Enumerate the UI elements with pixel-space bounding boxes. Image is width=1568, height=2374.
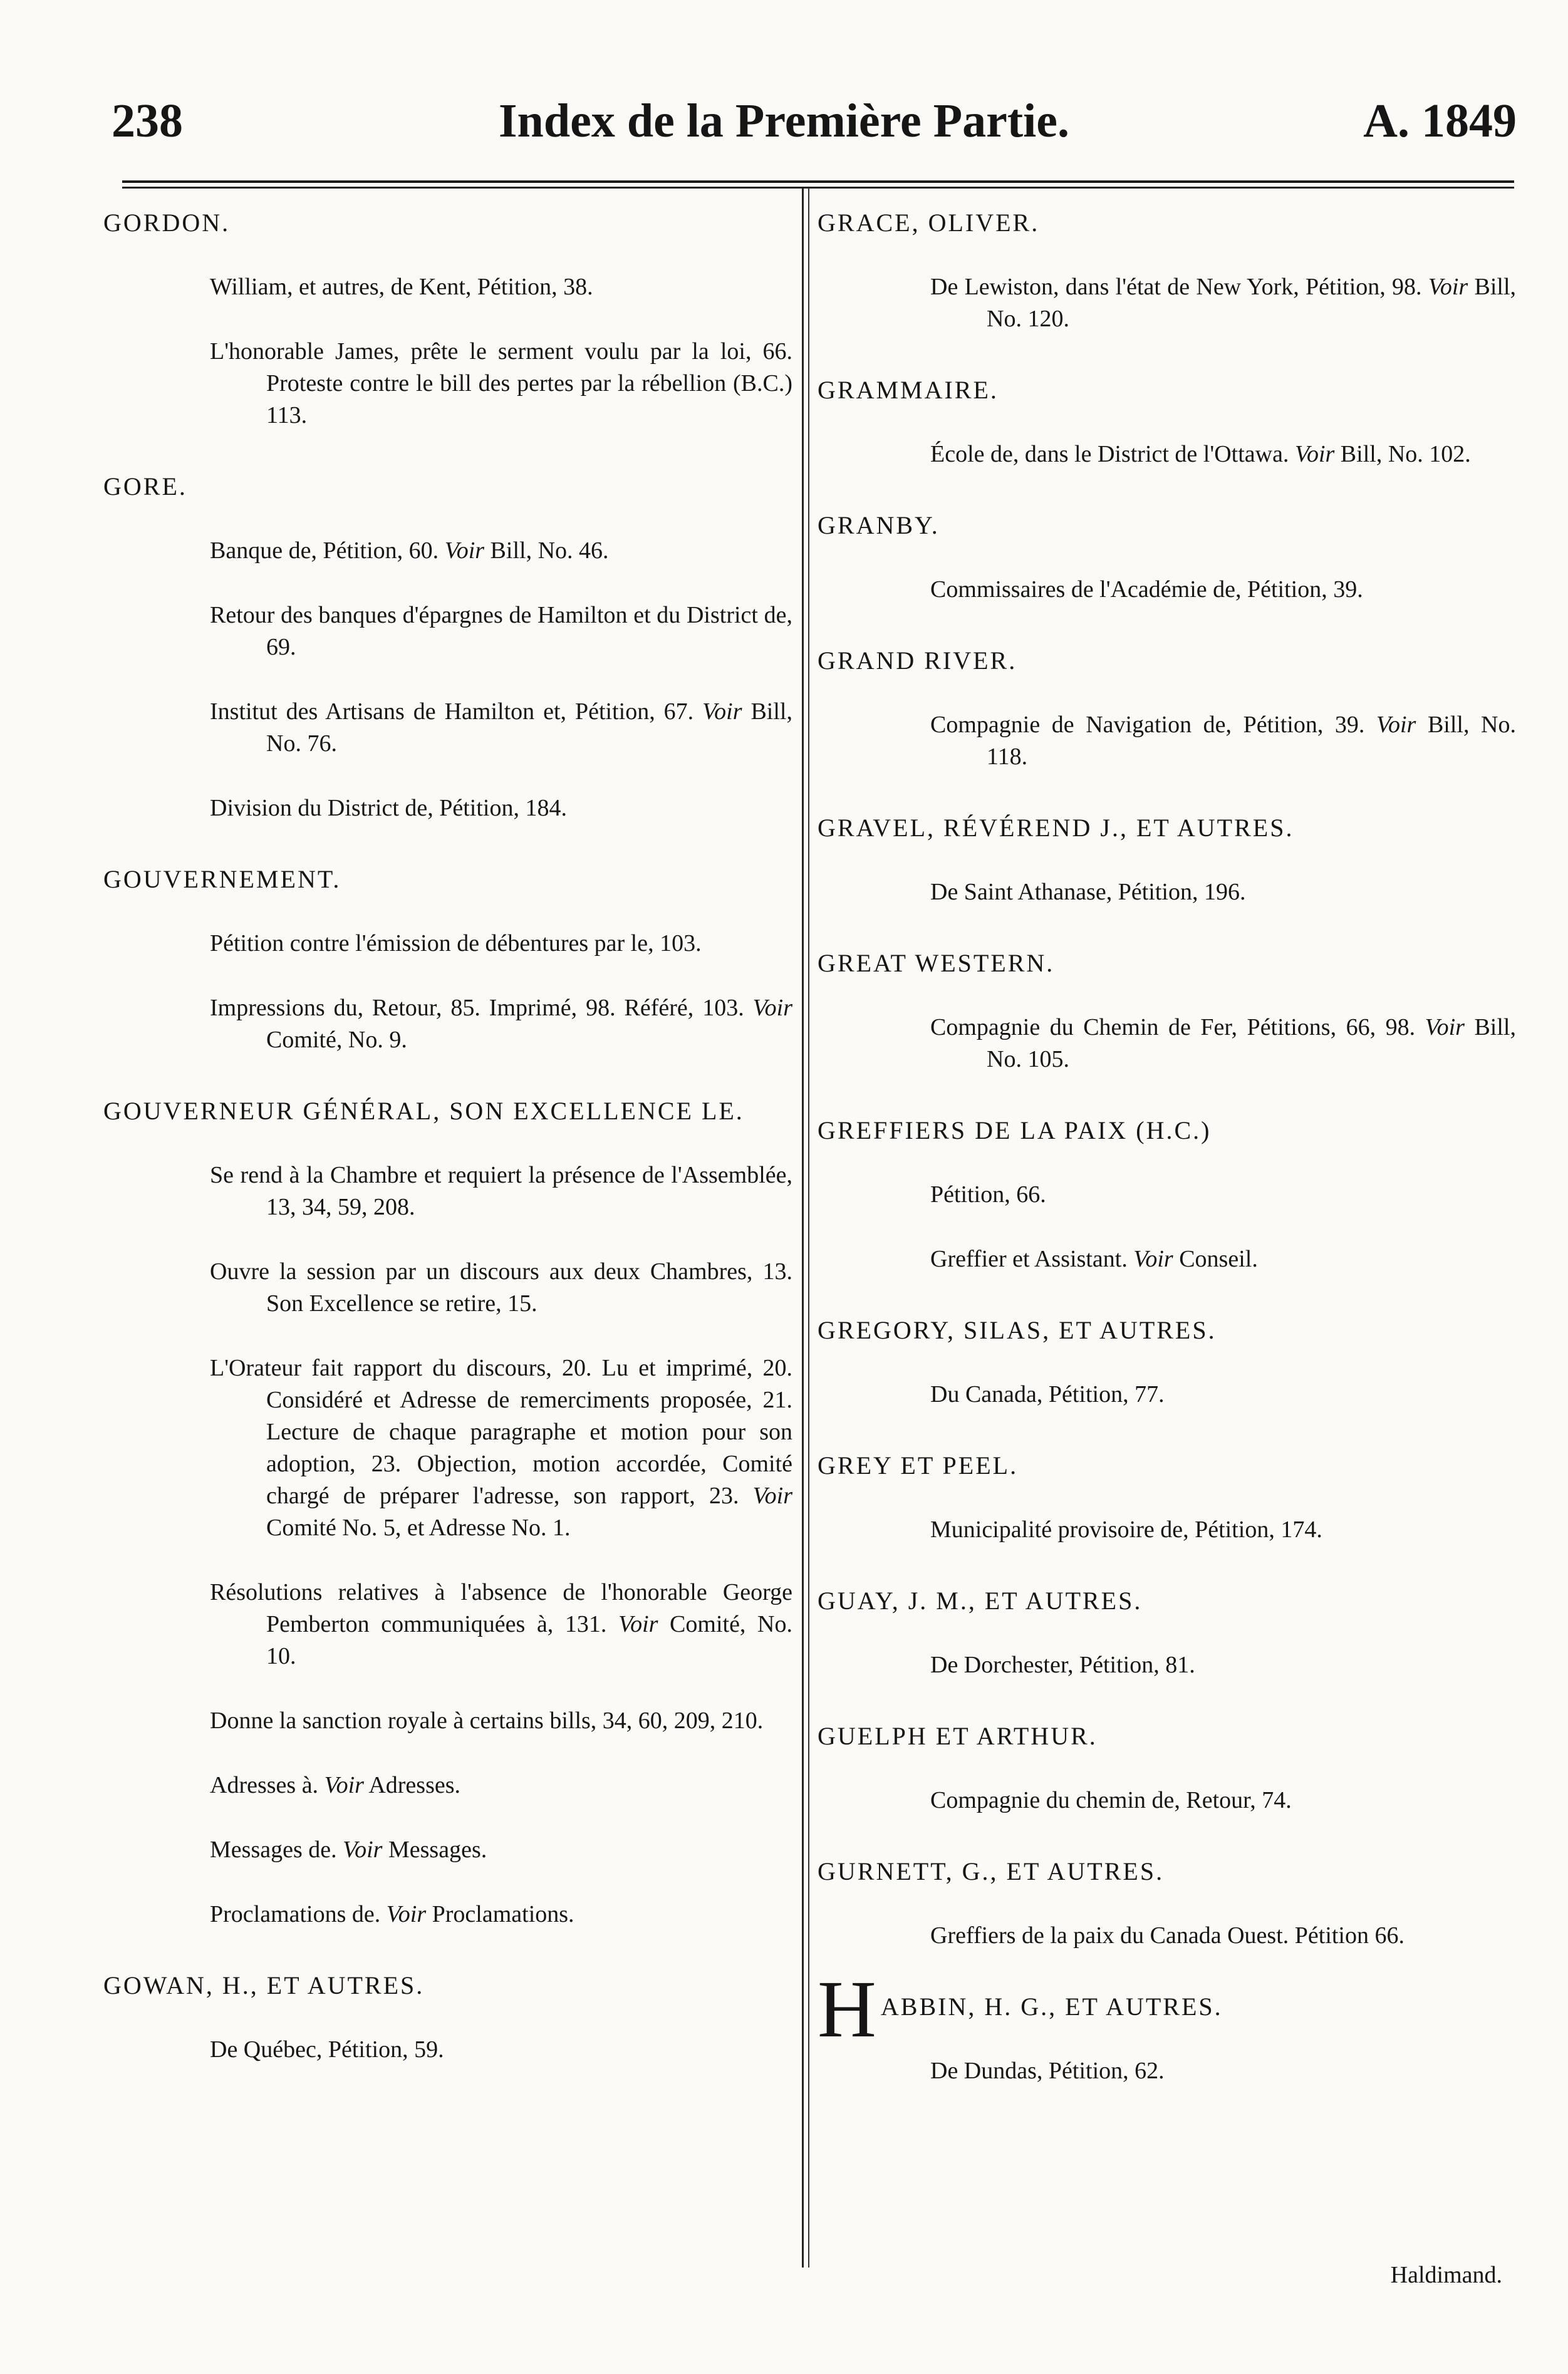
index-entry [103, 336, 792, 432]
spacer [103, 1866, 792, 1899]
spacer [103, 1320, 792, 1352]
entry-text: L'Orateur fait rapport du discours, 20. Lu et imprimé, 20. Considéré et Adresse de remerciments proposée, 21. Lecture de chaque paragraphe et motion pour son adoption, 23. Objection, motion accordée, Comité chargé de préparer l'adresse, son rapport, 23. [210, 1355, 792, 1509]
entry-text: Conseil. [1173, 1246, 1258, 1272]
spacer [818, 676, 1516, 709]
header-rule-bottom [122, 187, 1514, 189]
spacer [818, 470, 1516, 509]
heading-text: GRACE, OLIVER. [818, 209, 1040, 237]
entry-text: Bill, No. 120. [987, 274, 1516, 332]
heading-text: GREY ET PEEL. [818, 1451, 1019, 1480]
spacer [818, 1146, 1516, 1179]
index-entry [818, 271, 1516, 335]
index-entry [818, 1012, 1516, 1076]
page-number: 238 [112, 95, 183, 147]
heading-text: GORE. [103, 472, 187, 500]
spacer [818, 1952, 1516, 1991]
heading-text: ABBIN, H. G., ET AUTRES. [880, 1993, 1223, 2021]
entry-text: Compagnie du Chemin de Fer, Pétitions, 66, 98. [930, 1014, 1425, 1040]
see-reference: Voir [1425, 1014, 1465, 1040]
index-entry [818, 1379, 1516, 1411]
index-heading [103, 470, 792, 502]
right-column [818, 207, 1516, 2087]
entry-text: Institut des Artisans de Hamilton et, Pétition, 67. [210, 698, 703, 725]
heading-text: GREFFIERS DE LA PAIX (H.C.) [818, 1116, 1212, 1144]
spacer [818, 1481, 1516, 1514]
index-entry [818, 2055, 1516, 2087]
heading-text: GOUVERNEMENT. [103, 865, 341, 893]
spacer [103, 567, 792, 599]
index-entry [103, 535, 792, 567]
entry-text: Résolutions relatives à l'absence de l'honorable George Pemberton communiquées à, 131. [210, 1579, 792, 1637]
column-divider-inner [808, 188, 809, 2268]
entry-text: De Dorchester, Pétition, 81. [930, 1652, 1195, 1678]
index-heading [818, 947, 1516, 979]
index-entry [103, 1577, 792, 1672]
entry-text: Bill, No. 76. [266, 698, 792, 757]
entry-text: Du Canada, Pétition, 77. [930, 1381, 1165, 1407]
spacer [818, 1817, 1516, 1855]
index-heading [103, 207, 792, 239]
index-entry [818, 1785, 1516, 1817]
spacer [818, 541, 1516, 574]
index-entry [103, 1834, 792, 1866]
entry-text: Pétition, 66. [930, 1181, 1046, 1208]
entry-text: Bill, No. 46. [484, 537, 609, 564]
entry-text: Bill, No. 105. [987, 1014, 1516, 1072]
index-entry [818, 1243, 1516, 1275]
index-heading [103, 1095, 792, 1127]
index-heading [103, 1969, 792, 2001]
heading-text: GORDON. [103, 209, 231, 237]
spacer [103, 1801, 792, 1834]
spacer [103, 239, 792, 271]
spacer [818, 1275, 1516, 1314]
entry-text: Bill, No. 118. [987, 712, 1516, 770]
entry-text: De Saint Athanase, Pétition, 196. [930, 879, 1246, 905]
entry-text: Greffier et Assistant. [930, 1246, 1134, 1272]
entry-text: Donne la sanction royale à certains bills, 34, 60, 209, 210. [210, 1708, 764, 1734]
entry-text: Messages. [382, 1837, 487, 1863]
entry-text: De Québec, Pétition, 59. [210, 2036, 444, 2063]
index-entry [818, 876, 1516, 908]
spacer [103, 663, 792, 696]
spacer [818, 406, 1516, 438]
entry-text: Impressions du, Retour, 85. Imprimé, 98. Référé, 103. [210, 995, 753, 1021]
heading-text: GREAT WESTERN. [818, 949, 1055, 977]
index-entry [103, 1256, 792, 1320]
heading-text: GOWAN, H., ET AUTRES. [103, 1971, 425, 1999]
heading-text: GURNETT, G., ET AUTRES. [818, 1857, 1165, 1885]
heading-text: GUAY, J. M., ET AUTRES. [818, 1587, 1143, 1615]
index-entry [103, 599, 792, 663]
index-entry [103, 696, 792, 760]
entry-text: Adresses. [363, 1772, 461, 1798]
spacer [818, 1887, 1516, 1920]
see-reference: Voir [1428, 274, 1468, 300]
heading-text: GRAMMAIRE. [818, 376, 999, 404]
spacer [818, 1411, 1516, 1449]
index-entry [103, 992, 792, 1056]
index-entry [103, 1770, 792, 1801]
spacer [818, 1076, 1516, 1114]
spacer [103, 760, 792, 792]
heading-text: GREGORY, SILAS, ET AUTRES. [818, 1316, 1217, 1344]
spacer [103, 432, 792, 470]
entry-text: Compagnie du chemin de, Retour, 74. [930, 1787, 1292, 1813]
spacer [103, 1672, 792, 1705]
spacer [818, 908, 1516, 947]
index-entry [103, 1159, 792, 1223]
see-reference: Voir [324, 1772, 364, 1798]
spacer [103, 1931, 792, 1969]
entry-text: Proclamations de. [210, 1901, 387, 1927]
index-heading [818, 812, 1516, 844]
spacer [818, 1617, 1516, 1649]
entry-text: De Lewiston, dans l'état de New York, Pétition, 98. [930, 274, 1428, 300]
spacer [103, 2001, 792, 2034]
index-heading [818, 1855, 1516, 1887]
see-reference: Voir [752, 1483, 792, 1509]
spacer [818, 979, 1516, 1012]
drop-initial: H [818, 1964, 878, 2055]
entry-text: Compagnie de Navigation de, Pétition, 39. [930, 712, 1376, 738]
index-entry [818, 709, 1516, 773]
spacer [103, 824, 792, 863]
index-heading [818, 1314, 1516, 1346]
see-reference: Voir [1133, 1246, 1173, 1272]
spacer [103, 1056, 792, 1095]
entry-text: De Dundas, Pétition, 62. [930, 2058, 1165, 2084]
index-entry [103, 792, 792, 824]
index-heading [818, 374, 1516, 406]
page-header [0, 88, 1568, 157]
index-entry [818, 1179, 1516, 1211]
index-heading [103, 863, 792, 895]
entry-text: L'honorable James, prête le serment voulu par la loi, 66. Proteste contre le bill des pertes par la rébellion (B.C.) 113. [210, 338, 792, 428]
spacer [103, 1544, 792, 1577]
index-entry [818, 438, 1516, 470]
spacer [818, 844, 1516, 876]
index-entry [103, 1352, 792, 1544]
index-heading [818, 509, 1516, 541]
see-reference: Voir [1376, 712, 1416, 738]
spacer [818, 1681, 1516, 1720]
entry-text: Banque de, Pétition, 60. [210, 537, 445, 564]
index-heading [818, 1720, 1516, 1752]
spacer [818, 773, 1516, 812]
entry-text: Se rend à la Chambre et requiert la présence de l'Assemblée, 13, 34, 59, 208. [210, 1162, 792, 1220]
entry-text: William, et autres, de Kent, Pétition, 38. [210, 274, 593, 300]
heading-text: GUELPH ET ARTHUR. [818, 1722, 1098, 1750]
index-heading [818, 1964, 1516, 2055]
spacer [818, 1546, 1516, 1585]
spacer [103, 303, 792, 336]
spacer [818, 1346, 1516, 1379]
spacer [103, 1127, 792, 1159]
spacer [103, 502, 792, 535]
spacer [103, 1223, 792, 1256]
entry-text: Proclamations. [426, 1901, 574, 1927]
spacer [818, 2023, 1516, 2055]
entry-text: Commissaires de l'Académie de, Pétition, 39. [930, 576, 1363, 603]
column-divider [802, 188, 804, 2268]
see-reference: Voir [386, 1901, 427, 1927]
see-reference: Voir [752, 995, 792, 1021]
entry-text: Municipalité provisoire de, Pétition, 174. [930, 1516, 1322, 1543]
index-entry [103, 2034, 792, 2066]
index-heading [818, 1114, 1516, 1146]
entry-text: Greffiers de la paix du Canada Ouest. Pétition 66. [930, 1922, 1404, 1949]
spacer [818, 1752, 1516, 1785]
entry-text: Messages de. [210, 1837, 343, 1863]
heading-text: GRAVEL, RÉVÉREND J., ET AUTRES. [818, 814, 1294, 842]
index-entry [818, 1514, 1516, 1546]
index-heading [818, 1585, 1516, 1617]
entry-text: Pétition contre l'émission de débentures par le, 103. [210, 930, 702, 956]
entry-text: Division du District de, Pétition, 184. [210, 795, 567, 821]
catchword: Haldimand. [1390, 2262, 1502, 2288]
see-reference: Voir [618, 1611, 658, 1637]
spacer [103, 1737, 792, 1770]
see-reference: Voir [702, 698, 742, 725]
entry-text: Ouvre la session par un discours aux deux Chambres, 13. Son Excellence se retire, 15. [210, 1258, 792, 1317]
entry-text: Comité, No. 10. [266, 1611, 792, 1669]
see-reference: Voir [444, 537, 485, 564]
entry-text: Comité, No. 9. [266, 1027, 407, 1053]
see-reference: Voir [343, 1837, 383, 1863]
spacer [818, 239, 1516, 271]
heading-text: GOUVERNEUR GÉNÉRAL, SON EXCELLENCE LE. [103, 1097, 744, 1125]
entry-text: Adresses à. [210, 1772, 325, 1798]
entry-text: École de, dans le District de l'Ottawa. [930, 441, 1295, 467]
entry-text: Retour des banques d'épargnes de Hamilton et du District de, 69. [210, 602, 792, 660]
index-heading [818, 645, 1516, 676]
spacer [103, 960, 792, 992]
spacer [818, 335, 1516, 374]
page-year: A. 1849 [1363, 95, 1517, 147]
index-entry [103, 1705, 792, 1737]
index-heading [818, 1449, 1516, 1481]
index-entry [818, 1649, 1516, 1681]
entry-text: Bill, No. 102. [1334, 441, 1471, 467]
index-entry [103, 271, 792, 303]
entry-text: Comité No. 5, et Adresse No. 1. [266, 1515, 571, 1541]
index-entry [103, 928, 792, 960]
header-rule-top [122, 180, 1514, 183]
see-reference: Voir [1294, 441, 1335, 467]
spacer [103, 895, 792, 928]
index-heading [818, 207, 1516, 239]
page-title: Index de la Première Partie. [498, 95, 1070, 147]
spacer [818, 1211, 1516, 1243]
index-entry [818, 574, 1516, 606]
heading-text: GRANBY. [818, 511, 940, 539]
index-entry [818, 1920, 1516, 1952]
left-column [103, 207, 792, 2066]
spacer [818, 606, 1516, 645]
heading-text: GRAND RIVER. [818, 646, 1017, 675]
index-entry [103, 1899, 792, 1931]
